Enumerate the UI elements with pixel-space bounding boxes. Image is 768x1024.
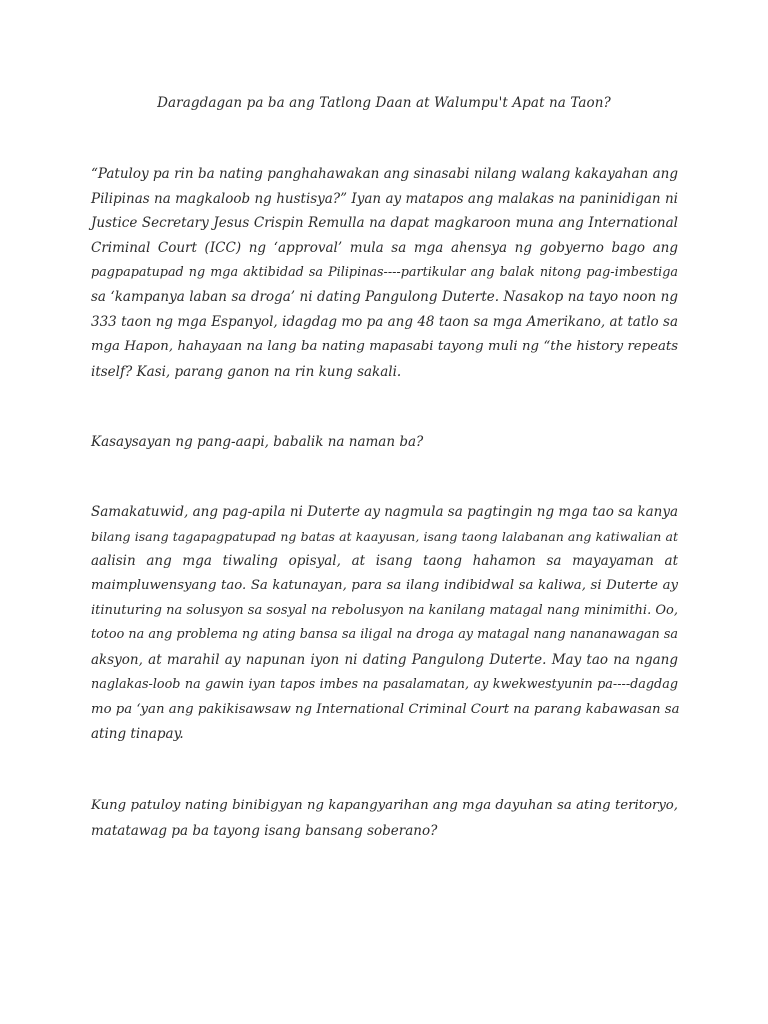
paragraph-line: Justice Secretary Jesus Crispin Remulla na dapat magkaroon muna ang International [91,215,678,232]
paragraph-line: totoo na ang problema ng ating bansa sa iligal na droga ay matagal nang nananawagan sa [91,627,678,643]
paragraph-1 [91,162,678,384]
paragraph-line: aalisin ang mga tiwaling opisyal, at isang taong hahamon sa mayayaman at [91,553,678,570]
question-1 [91,430,678,455]
paragraph-line: maimpluwensyang tao. Sa katunayan, para sa ilang indibidwal sa kaliwa, si Duterte ay [91,578,678,594]
question-line: Kung patuloy nating binibigyan ng kapangyarihan ang mga dayuhan sa ating teritoryo, [91,798,678,813]
paragraph-line: Pilipinas na magkaloob ng hustisya?” Iyan ay matapos ang malakas na paninidigan ni [91,190,678,207]
paragraph-line: sa ‘kampanya laban sa droga’ ni dating Pangulong Duterte. Nasakop na tayo noon ng [91,289,678,306]
paragraph-line: pagpapatupad ng mga aktibidad sa Pilipinas----partikular ang balak nitong pag-imbestiga [91,264,678,280]
paragraph-2 [91,500,678,747]
document-title: Daragdagan pa ba ang Tatlong Daan at Walumpu't Apat na Taon? [157,95,611,111]
paragraph-line: “Patuloy pa rin ba nating panghahawakan ang sinasabi nilang walang kakayahan ang [91,166,678,182]
paragraph-line: Criminal Court (ICC) ng ‘approval’ mula sa mga ahensya ng gobyerno bago ang [91,240,678,257]
paragraph-line: mga Hapon, hahayaan na lang ba nating mapasabi tayong muli ng “the history repeats [91,338,678,354]
paragraph-line: aksyon, at marahil ay napunan iyon ni dating Pangulong Duterte. May tao na ngang [91,652,678,669]
paragraph-line: Samakatuwid, ang pag-apila ni Duterte ay nagmula sa pagtingin ng mga tao sa kanya [91,504,678,520]
paragraph-line: naglakas-loob na gawin iyan tapos imbes na pasalamatan, ay kwekwestyunin pa----dagdag [91,676,678,692]
paragraph-line: bilang isang tagapagpatupad ng batas at kaayusan, isang taong lalabanan ang katiwalian at [91,528,678,544]
paragraph-line: mo pa ‘yan ang pakikisawsaw ng International Criminal Court na parang kabawasan sa [91,701,680,717]
paragraph-line: itinuturing na solusyon sa sosyal na rebolusyon na kanilang matagal nang minimithi. Oo, [91,602,678,618]
paragraph-line: itself? Kasi, parang ganon na rin kung sakali. [91,363,402,380]
question-line: Kasaysayan ng pang-aapi, babalik na naman ba? [91,434,424,450]
question-2 [91,794,678,843]
paragraph-line: 333 taon ng mga Espanyol, idagdag mo pa ang 48 taon sa mga Amerikano, at tatlo sa [91,314,678,331]
paragraph-line: ating tinapay. [91,726,184,743]
question-line: matatawag pa ba tayong isang bansang soberano? [91,822,438,839]
